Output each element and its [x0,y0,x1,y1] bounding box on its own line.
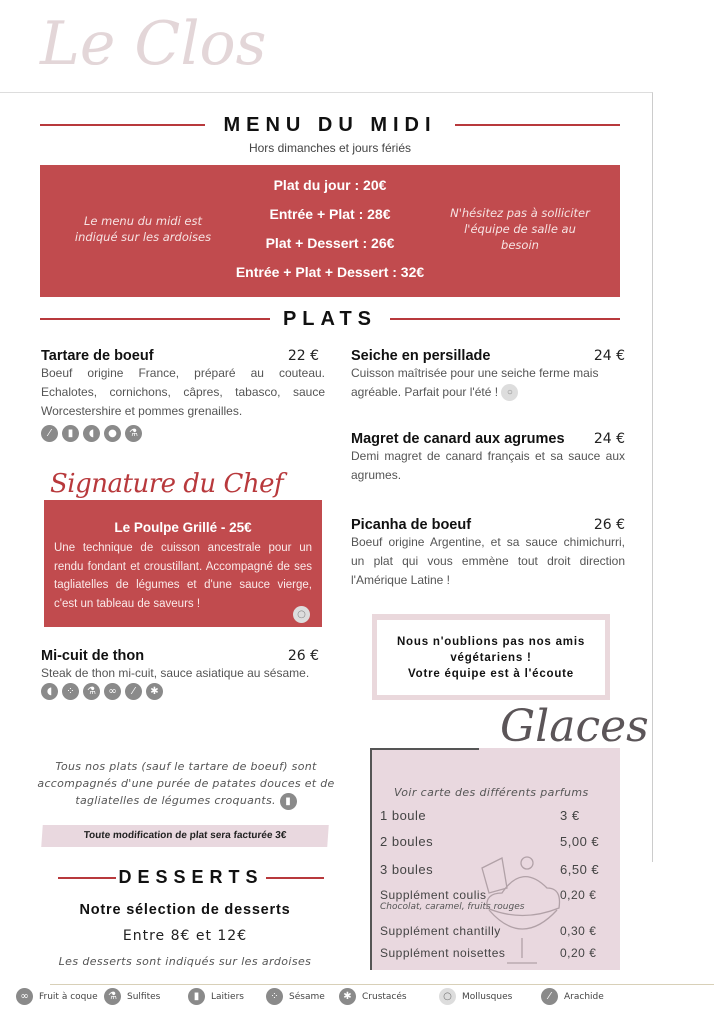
divider [50,984,714,985]
plats-title: PLATS [282,308,378,330]
dish-price: 26 € [593,517,625,533]
legend-label: Mollusques [462,991,513,1002]
watermark-logo: Le Clos [40,9,267,79]
sesame-icon: ⁘ [62,683,79,700]
menu-title: MENU DU MIDI [223,114,437,136]
laitiers-icon: ▮ [62,425,79,442]
glaces-box [370,748,620,970]
divider [266,877,324,879]
dish-price: 24 € [593,431,625,447]
divider [455,124,620,126]
glace-row [380,808,600,834]
desserts-title: DESSERTS [118,867,264,887]
glace-price: 3 € [560,808,580,823]
desserts-range: Entre 8€ et 12€ [122,928,248,944]
sulfites-icon: ⚗ [104,988,121,1005]
signature-dish-name: Le Poulpe Grillé - 25€ [114,520,252,535]
legend-label: Fruit à coque [39,991,98,1002]
legend-label: Sulfites [127,991,161,1002]
legend-item [188,988,266,1005]
crustaces-icon: ✱ [146,683,163,700]
dish-name: Seiche en persillade [351,348,491,364]
legend-item [541,988,604,1005]
fish-icon: ◖ [41,683,58,700]
dish-desc: Steak de thon mi-cuit, sauce asiatique au sésame. [41,666,310,680]
legend-label: Arachide [564,991,604,1002]
legend-label: Sésame [289,991,325,1002]
fruit-a-coque-icon: ∞ [16,988,33,1005]
signature-box [44,500,322,627]
mollusques-icon: ○ [439,988,456,1005]
modification-banner: Toute modification de plat sera facturée 3€ [41,825,329,847]
glace-price: 6,50 € [560,862,600,877]
glace-price: 0,30 € [560,924,597,938]
glace-label: Supplément chantilly [380,924,501,938]
dish-name: Tartare de boeuf [41,348,154,364]
laitiers-icon: ▮ [188,988,205,1005]
divider [390,318,620,320]
legend-item [104,988,188,1005]
glace-note: Chocolat, caramel, fruits rouges [380,902,525,912]
formula: Plat + Dessert : 26€ [265,235,395,251]
legend-item [339,988,439,1005]
vegetarian-box [372,614,610,700]
divider [372,748,479,750]
allergen-legend [16,988,604,1005]
dish-picanha [351,517,625,590]
legend-item [16,988,104,1005]
arachide-icon: ⁄ [125,683,142,700]
accompaniment-text: Tous nos plats (sauf le tartare de boeuf) sont accompagnés d'une purée de patates douces et de tagliatelles de légumes croquants. [37,760,335,807]
dish-magret [351,431,625,485]
dish-thon [41,648,325,700]
menu-formulas-box [40,165,620,297]
dish-name: Mi-cuit de thon [41,648,145,664]
glace-label: 1 boule [380,808,427,823]
desserts-note: Les desserts sont indiqués sur les ardoises [58,955,312,968]
fish-icon: ◖ [83,425,100,442]
divider [40,124,205,126]
accompaniment-note [36,758,336,810]
legend-item [266,988,339,1005]
sesame-icon: ⁘ [266,988,283,1005]
arachide-icon: ⁄ [541,988,558,1005]
glace-label: Supplément coulis [380,888,487,902]
arachide-icon: ⁄ [41,425,58,442]
legend-label: Laitiers [211,991,244,1002]
formula: Plat du jour : 20€ [273,177,387,193]
legend-item [439,988,541,1005]
dish-name: Picanha de boeuf [351,517,472,533]
dish-name: Magret de canard aux agrumes [351,431,565,447]
dish-price: 26 € [287,648,319,664]
dish-price: 24 € [593,348,625,364]
glaces-subtitle: Voir carte des différents parfums [394,786,589,799]
menu-left-note: Le menu du midi est indiqué sur les ardoises [74,214,212,244]
sulfites-icon: ⚗ [83,683,100,700]
vegetarian-line: Nous n'oublions pas nos amis [396,636,586,648]
dish-desc: Demi magret de canard français et sa sauce aux agrumes. [351,449,625,482]
dish-desc-text: Cuisson maîtrisée pour une seiche ferme mais agréable. Parfait pour l'été ! [351,366,599,399]
laitiers-icon: ▮ [280,793,297,810]
dish-desc: Boeuf origine France, préparé au couteau. Echalotes, cornichons, câpres, tabasco, sauce Worcestershire et pommes grenailles. [41,366,325,418]
crustaces-icon: ✱ [339,988,356,1005]
formula: Entrée + Plat : 28€ [269,206,391,222]
mollusques-icon: ○ [501,384,518,401]
desserts-selection: Notre sélection de desserts [79,902,291,918]
signature-desc: Une technique de cuisson ancestrale pour un rendu fondant et croustillant. Accompagné de ses tagliatelles de légumes et d'une sauce vierge, c'est un tableau de saveurs ! [54,542,312,610]
glace-price: 0,20 € [560,946,597,960]
ice-cream-sundae-illustration [477,848,567,968]
formula: Entrée + Plat + Dessert : 32€ [235,264,425,280]
glace-label: Supplément noisettes [380,946,506,960]
divider [58,877,116,879]
sulfites-icon: ⚗ [125,425,142,442]
dish-price: 22 € [287,348,319,364]
dish-desc: Boeuf origine Argentine, et sa sauce chimichurri, un plat qui vous emmène tout droit direction l'Amérique Latine ! [351,535,625,587]
glace-price: 5,00 € [560,834,600,849]
dish-tartare [41,348,325,442]
egg-icon: ● [104,425,121,442]
menu-right-note: N'hésitez pas à solliciter l'équipe de salle au besoin [450,206,590,252]
glaces-title: Glaces [500,701,649,752]
legend-label: Crustacés [362,991,407,1002]
glace-label: 3 boules [380,862,434,877]
menu-subtitle: Hors dimanches et jours fériés [248,141,412,155]
dish-desc [351,364,625,402]
signature-script: Signature du Chef [50,469,284,499]
vegetarian-line: Votre équipe est à l'écoute [408,668,574,680]
fruit-a-coque-icon: ∞ [104,683,121,700]
glace-price: 0,20 € [560,888,597,902]
vegetarian-line: végétariens ! [450,652,532,664]
mollusques-icon: ○ [293,606,310,623]
divider [40,318,270,320]
glace-label: 2 boules [380,834,434,849]
dish-seiche [351,348,625,402]
